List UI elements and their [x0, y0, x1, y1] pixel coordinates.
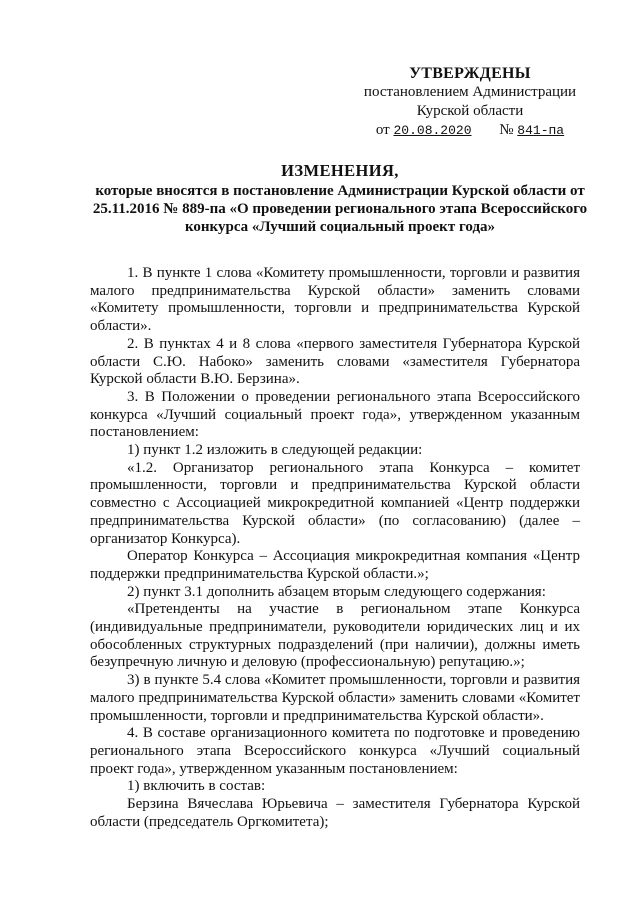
paragraph: 1) включить в состав: [127, 778, 266, 795]
approval-number-label: № [499, 122, 514, 138]
paragraph: Оператор Конкурса – Ассоциация микрокредитная компания «Центр поддержки предпринимательства Курской области.»; [90, 548, 580, 582]
paragraph: Берзина Вячеслава Юрьевича – заместителя Губернатора Курской области (председатель Оргкомитета); [90, 796, 580, 830]
paragraph: «Претенденты на участие в региональном этапе Конкурса (индивидуальные предприниматели, руководители юридических лиц и их обособленных структурных подразделений (при наличии), должны иметь безупречную личную и деловую (профессиональную) репутацию.»; [90, 601, 580, 671]
paragraph: 2) пункт 3.1 дополнить абзацем вторым следующего содержания: [127, 583, 546, 600]
paragraph: «1.2. Организатор регионального этапа Конкурса – комитет промышленности, торговли и предпринимательства Курской области совместно с Ассоциацией микрокредитной компанией «Центр поддержки предпринимательства Курской области» (по согласованию) (далее – организатор Конкурса). [90, 459, 580, 547]
approval-title: УТВЕРЖДЕНЫ [409, 65, 531, 82]
paragraph: 3. В Положении о проведении регионального этапа Всероссийского конкурса «Лучший социальный проект года», утвержденном указанным постановлением: [90, 388, 580, 441]
document-heading [90, 162, 590, 236]
paragraph: 1) пункт 1.2 изложить в следующей редакции: [127, 442, 423, 459]
paragraph: 2. В пунктах 4 и 8 слова «первого заместителя Губернатора Курской области С.Ю. Набоко» заменить словами «заместителя Губернатора Курской области В.Ю. Берзина». [90, 335, 580, 388]
approval-stamp [350, 64, 590, 140]
document-body [90, 265, 580, 832]
heading-subtitle: которые вносятся в постановление Администрации Курской области от 25.11.2016 № 889-па «О проведении регионального этапа Всероссийского конкурса «Лучший социальный проект года» [92, 183, 588, 235]
approval-number: 841-па [517, 123, 565, 138]
approval-from-label: от [375, 122, 390, 138]
approval-date-number [350, 121, 590, 140]
approval-authority: постановлением Администрации [363, 84, 577, 100]
paragraph: 1. В пункте 1 слова «Комитету промышленности, торговли и развития малого предпринимательства Курской области» заменить словами «Комитету промышленности, торговли и предпринимательства Курской области». [90, 265, 580, 335]
approval-date: 20.08.2020 [393, 123, 472, 138]
approval-region: Курской области [416, 103, 524, 119]
paragraph: 3) в пункте 5.4 слова «Комитет промышленности, торговли и развития малого предпринимательства Курской области» заменить словами «Комитет промышленности, торговли и предпринимательства Курской области». [90, 672, 580, 724]
heading-title: ИЗМЕНЕНИЯ, [281, 161, 399, 180]
paragraph: 4. В составе организационного комитета по подготовке и проведению регионального этапа Всероссийского конкурса «Лучший социальный проект года», утвержденном указанным постановлением: [90, 725, 580, 777]
